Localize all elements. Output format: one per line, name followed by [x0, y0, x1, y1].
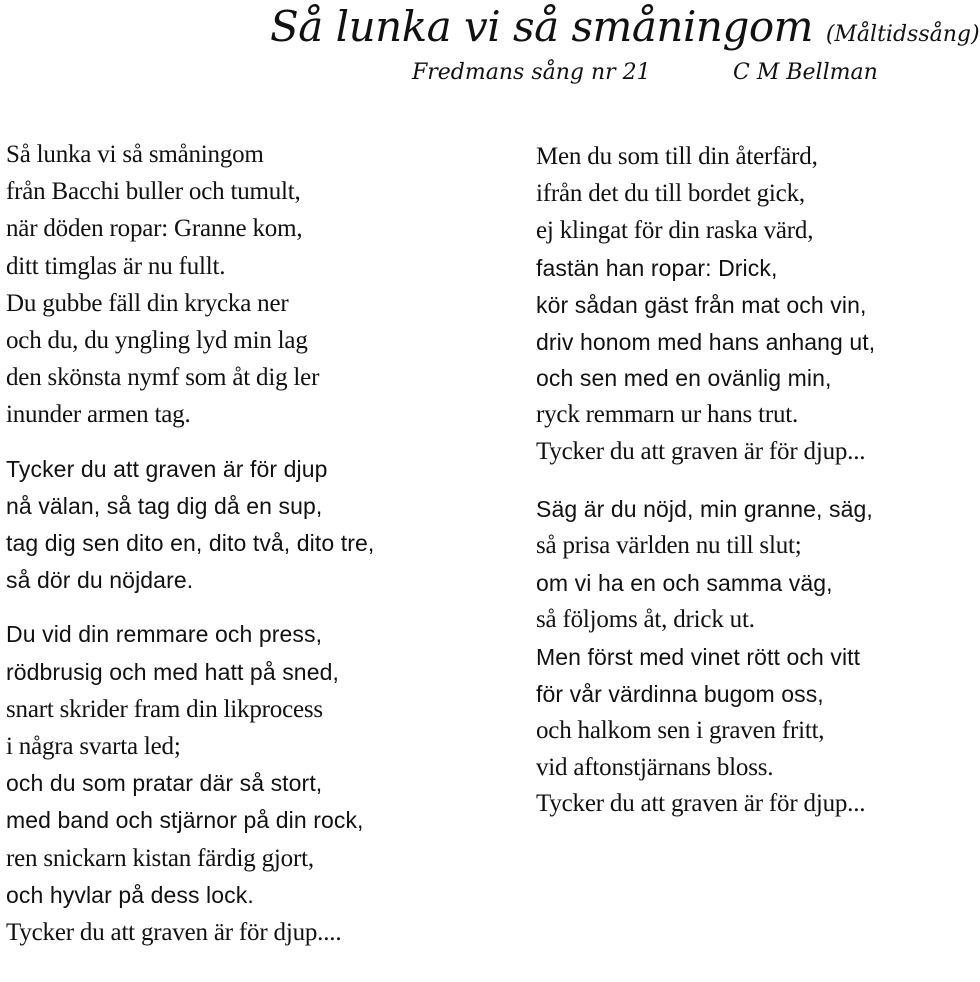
lyric-line: så prisa världen nu till slut;: [536, 532, 802, 560]
lyric-line: Du gubbe fäll din krycka ner: [6, 289, 289, 317]
stanza-3: [536, 139, 875, 471]
lyric-line: Så lunka vi så småningom: [6, 141, 264, 168]
stanza-4: [536, 491, 875, 823]
lyric-line: för vår värdinna bugom oss,: [536, 680, 824, 707]
lyric-line: Men du som till din återfärd,: [536, 143, 818, 170]
lyric-line: ren snickarn kistan färdig gjort,: [6, 844, 314, 872]
lyric-line: fastän han ropar: Drick,: [536, 254, 778, 281]
lyric-line: med band och stjärnor på din rock,: [6, 807, 364, 834]
song-subtitle: (Måltidssång): [825, 22, 980, 47]
lyric-line: och du som pratar där så stort,: [6, 770, 323, 797]
refrain-line: Tycker du att graven är för djup: [6, 455, 328, 482]
lyric-line: driv honom med hans anhang ut,: [536, 328, 876, 355]
lyric-line: Men först med vinet rött och vitt: [536, 643, 861, 670]
refrain-line: så dör du nöjdare.: [6, 567, 194, 594]
lyric-line: i några svarta led;: [6, 733, 181, 761]
lyric-line: kör sådan gäst från mat och vin,: [536, 291, 867, 318]
song-title-text: Så lunka vi så småningom: [270, 2, 813, 51]
refrain-line: tag dig sen dito en, dito två, dito tre,: [6, 530, 375, 557]
lyric-line: ryck remmarn ur hans trut.: [536, 401, 799, 429]
lyrics-left-column: [6, 136, 374, 951]
song-author: C M Bellman: [733, 60, 878, 85]
song-number: Fredmans sång nr 21: [412, 60, 651, 85]
lyric-line: ditt timglas är nu fullt.: [6, 252, 226, 280]
stanza-1: [6, 136, 374, 434]
lyric-line: om vi ha en och samma väg,: [536, 569, 833, 596]
lyric-line: och du, du yngling lyd min lag: [6, 327, 308, 355]
stanza-2: [6, 616, 374, 951]
song-header: [0, 0, 980, 110]
lyric-line: Säg är du nöjd, min granne, säg,: [536, 496, 873, 523]
lyric-line: när döden ropar: Granne kom,: [6, 215, 303, 243]
song-title: [270, 2, 980, 51]
lyric-line: och hyvlar på dess lock.: [6, 881, 254, 908]
lyric-line: rödbrusig och med hatt på sned,: [6, 658, 339, 685]
refrain-line: nå välan, så tag dig då en sup,: [6, 492, 323, 519]
lyric-line: den skönsta nymf som åt dig ler: [6, 364, 320, 392]
lyric-line: och halkom sen i graven fritt,: [536, 716, 825, 744]
refrain-reprise: Tycker du att graven är för djup....: [6, 919, 342, 947]
lyric-line: från Bacchi buller och tumult,: [6, 178, 301, 206]
refrain: [6, 451, 374, 600]
lyric-line: så följoms åt, drick ut.: [536, 605, 755, 633]
lyric-line: inunder armen tag.: [6, 401, 191, 429]
lyric-line: ifrån det du till bordet gick,: [536, 179, 805, 207]
refrain-reprise: Tycker du att graven är för djup...: [536, 438, 866, 466]
lyric-line: Du vid din remmare och press,: [6, 621, 323, 648]
lyrics-right-column: [536, 139, 875, 823]
refrain-reprise: Tycker du att graven är för djup...: [536, 790, 866, 818]
lyric-line: snart skrider fram din likprocess: [6, 695, 323, 723]
lyric-line: ej klingat för din raska värd,: [536, 216, 814, 244]
lyric-line: och sen med en ovänlig min,: [536, 365, 832, 392]
lyric-line: vid aftonstjärnans bloss.: [536, 753, 774, 781]
